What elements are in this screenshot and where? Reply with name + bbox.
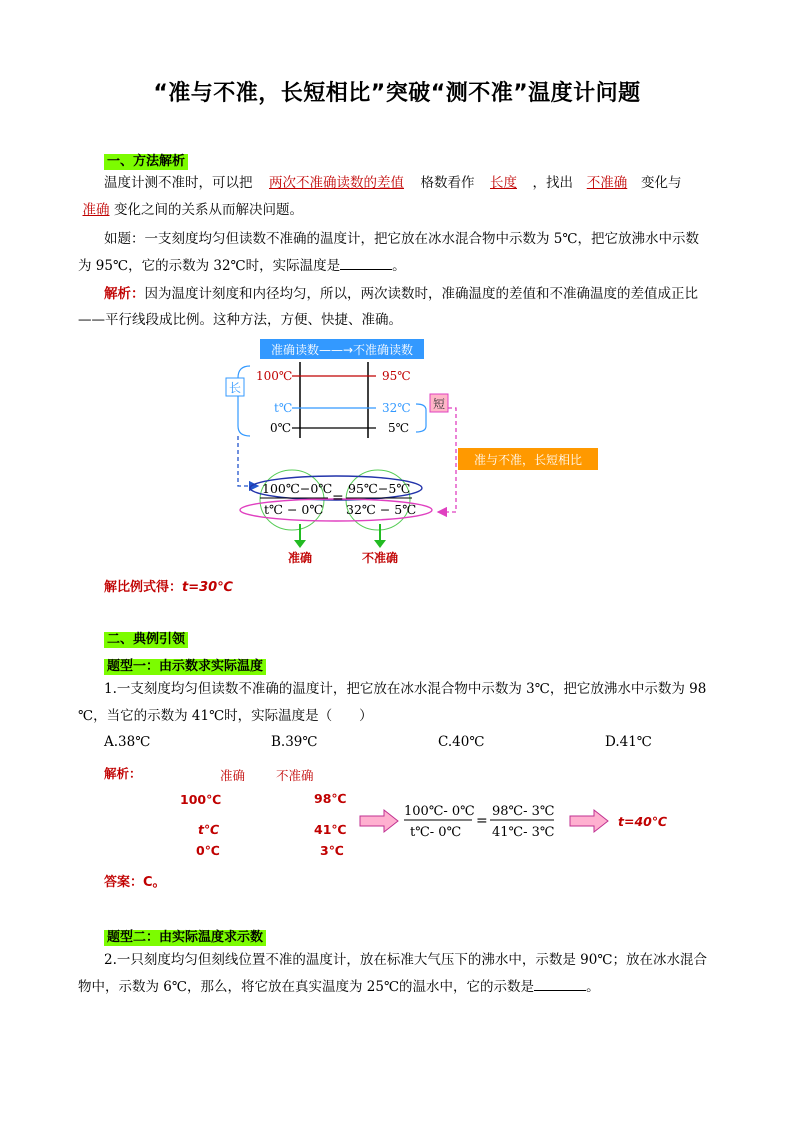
q2-line-1: 2.一只刻度均匀但刻线位置不准的温度计，放在标准大气压下的沸水中，示数是 90℃；放在冰水混合 bbox=[104, 952, 707, 968]
intro-paragraph-2 bbox=[78, 197, 728, 224]
label-accurate: 准确 bbox=[287, 551, 313, 565]
callout-label: 准与不准，长短相比 bbox=[473, 453, 583, 467]
right-bot-value: 5℃ bbox=[388, 421, 410, 435]
result-label: 解比例式得： bbox=[104, 580, 183, 595]
fill-blank-2: 长度 bbox=[490, 175, 517, 191]
frac-left-denominator: t℃ − 0℃ bbox=[264, 502, 324, 517]
col-inaccurate: 不准确 bbox=[276, 768, 314, 783]
type2-heading: 题型二：由实际温度求示数 bbox=[104, 930, 266, 946]
intro-paragraph bbox=[104, 170, 724, 197]
page-title: “准与不准，长短相比”突破“测不准”温度计问题 bbox=[153, 81, 641, 106]
analysis-text-1: 因为温度计刻度和内径均匀，所以，两次读数时，准确温度的差值和不准确温度的差值成正比 bbox=[144, 286, 698, 302]
q2-end: 。 bbox=[586, 979, 600, 995]
example-text: 为 95℃，它的示数为 32℃时，实际温度是 bbox=[78, 258, 341, 274]
q1-fraction-diagram bbox=[358, 796, 658, 848]
intro-text-a: 温度计测不准时，可以把 bbox=[104, 175, 253, 191]
intro-text-e: 变化之间的关系从而解决问题。 bbox=[114, 202, 303, 218]
frac-equals: = bbox=[332, 490, 344, 506]
result-value: t=30℃ bbox=[182, 580, 233, 595]
analysis-line-1 bbox=[104, 281, 724, 308]
result-line bbox=[104, 576, 233, 595]
q1-result: t=40℃ bbox=[618, 814, 667, 829]
q1-line-2: ℃，当它的示数为 41℃时，实际温度是（ ） bbox=[78, 708, 373, 724]
fill-blank-4: 准确 bbox=[82, 202, 110, 218]
right-top-value: 95℃ bbox=[382, 369, 411, 383]
q1-frac-right-num: 98℃- 3℃ bbox=[492, 804, 555, 819]
left-bot-value: 0℃ bbox=[270, 421, 292, 435]
option-a: A.38℃ bbox=[104, 734, 151, 750]
q1-line-1: 1.一支刻度均匀但读数不准确的温度计，把它放在冰水混合物中示数为 3℃，把它放沸水中示数为 98 bbox=[104, 681, 707, 697]
analysis-label: 解析： bbox=[104, 286, 145, 302]
example-end: 。 bbox=[392, 258, 406, 274]
fill-blank-1: 两次不准确读数的差值 bbox=[269, 175, 404, 191]
answer-blank bbox=[340, 255, 392, 270]
left-mid-value: t℃ bbox=[274, 401, 293, 415]
frac-right-numerator: 95℃−5℃ bbox=[348, 481, 411, 496]
q1-frac-left-den: t℃- 0℃ bbox=[410, 825, 462, 840]
q2-answer-blank bbox=[534, 976, 586, 991]
option-c: C.40℃ bbox=[438, 734, 485, 750]
section-heading-examples: 二、典例引领 bbox=[104, 632, 188, 648]
acc-bot: 0℃ bbox=[196, 843, 220, 858]
inacc-top: 98℃ bbox=[314, 791, 347, 806]
inacc-bot: 3℃ bbox=[320, 843, 344, 858]
q2-text: 物中，示数为 6℃，那么，将它放在真实温度为 25℃的温水中，它的示数是 bbox=[78, 979, 535, 995]
long-label: 长 bbox=[228, 381, 242, 395]
thermometer-diagram bbox=[220, 336, 620, 572]
right-mid-value: 32℃ bbox=[382, 401, 411, 415]
inacc-mid: 41℃ bbox=[314, 822, 347, 837]
frac-right-denominator: 32℃ − 5℃ bbox=[346, 502, 417, 517]
fill-blank-3: 不准确 bbox=[586, 175, 628, 191]
q1-frac-right-den: 41℃- 3℃ bbox=[492, 825, 555, 840]
intro-text-c: ，找出 bbox=[532, 175, 573, 191]
example-line-1: 如题：一支刻度均匀但读数不准确的温度计，把它放在冰水混合物中示数为 5℃，把它放沸水中示数 bbox=[104, 231, 699, 247]
q1-analysis-label: 解析： bbox=[104, 766, 142, 781]
acc-mid: t℃ bbox=[198, 822, 220, 837]
q2-line-2 bbox=[78, 974, 728, 1001]
diagram-header: 准确读数——→不准确读数 bbox=[270, 343, 414, 357]
intro-text-d: 变化与 bbox=[641, 175, 682, 191]
q1-frac-left-num: 100℃- 0℃ bbox=[404, 804, 475, 819]
short-label: 短 bbox=[432, 397, 446, 411]
q1-answer: 答案：C。 bbox=[104, 875, 166, 890]
acc-top: 100℃ bbox=[180, 792, 222, 807]
analysis-line-2: ——平行线段成比例。这种方法，方便、快捷、准确。 bbox=[78, 312, 402, 328]
type1-heading: 题型一：由示数求实际温度 bbox=[104, 659, 266, 675]
section-heading-method: 一、方法解析 bbox=[104, 154, 188, 170]
label-inaccurate: 不准确 bbox=[361, 551, 399, 565]
example-line-2 bbox=[78, 253, 728, 280]
intro-text-b: 格数看作 bbox=[420, 175, 475, 191]
frac-left-numerator: 100℃−0℃ bbox=[262, 481, 333, 496]
option-b: B.39℃ bbox=[271, 734, 318, 750]
option-d: D.41℃ bbox=[605, 734, 652, 750]
q1-frac-equals: = bbox=[476, 813, 488, 829]
left-top-value: 100℃ bbox=[256, 369, 293, 383]
col-accurate: 准确 bbox=[220, 768, 246, 783]
